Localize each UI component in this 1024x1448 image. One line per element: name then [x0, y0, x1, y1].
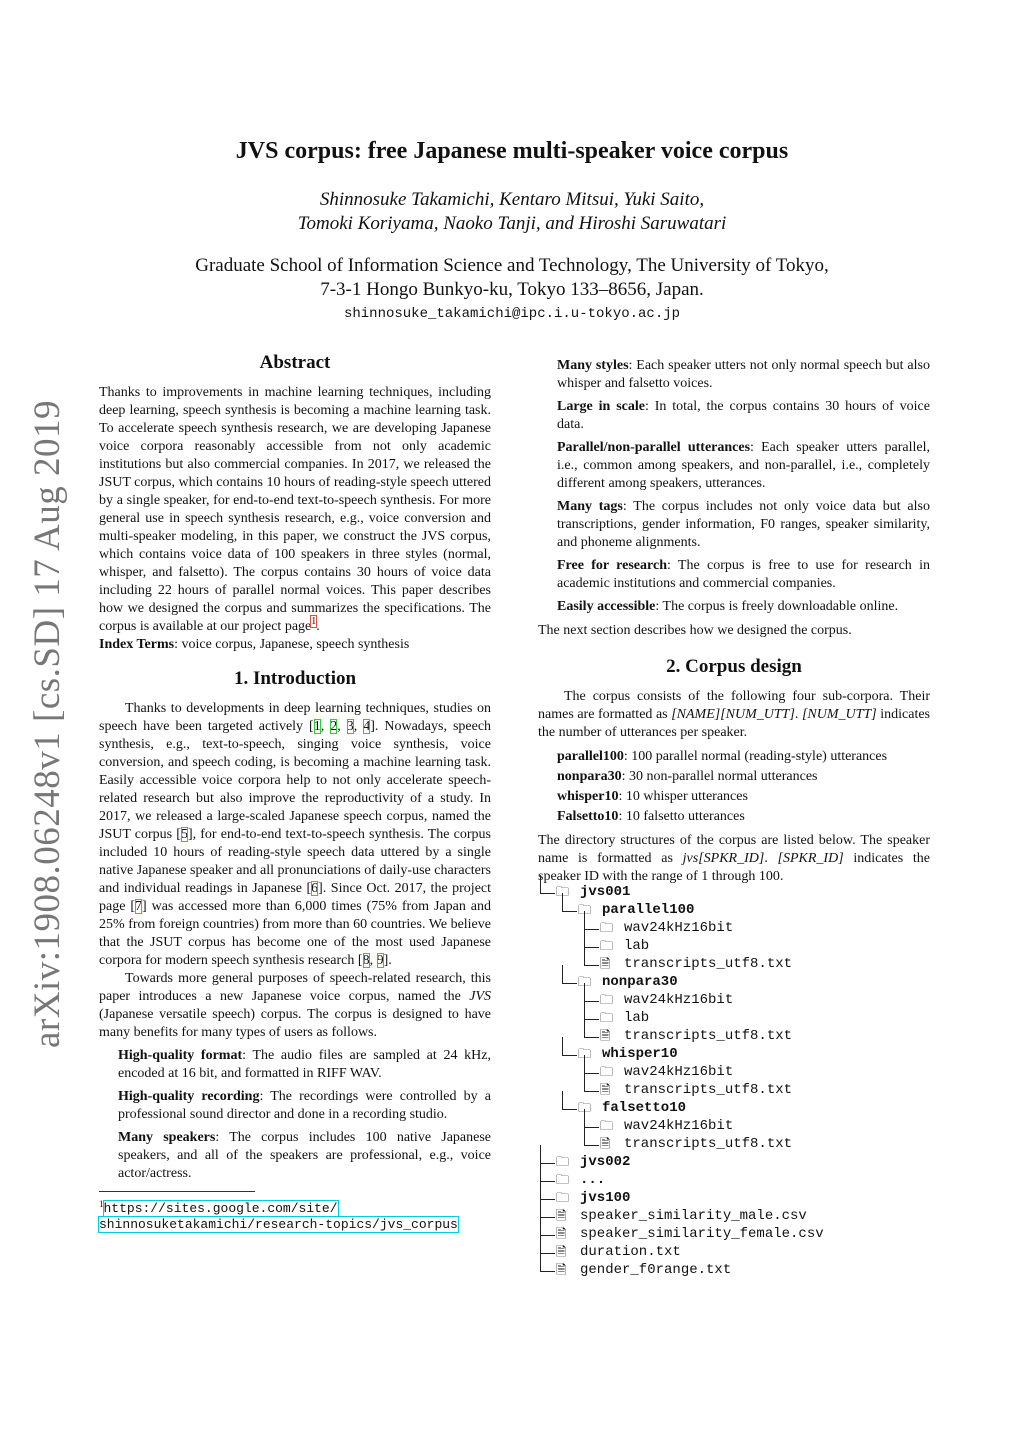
intro-heading: 1. Introduction [233, 668, 357, 689]
tree-branch-line [562, 893, 577, 912]
tree-branch-line [540, 1199, 555, 1218]
tree-item-label: jvs001 [580, 884, 631, 900]
author-email[interactable]: shinnosuke_takamichi@ipc.i.u-tokyo.ac.jp [343, 306, 681, 322]
tree-branch-line [562, 1091, 577, 1110]
tree-item-label: nonpara30 [602, 974, 678, 990]
benefit-item: Many tags: The corpus includes not only voice data but also transcriptions, gender information, F0 ranges, speaker similarity, and phoneme alignments. [557, 499, 930, 550]
tree-item-label: ... [580, 1172, 606, 1188]
tree-item-label: wav24kHz16bit [624, 920, 734, 936]
tree-branch-line [584, 983, 599, 1002]
tree-branch-line [584, 1127, 599, 1146]
file-icon: 🗎 [556, 1245, 567, 1260]
tree-item-label: lab [624, 1010, 650, 1026]
benefit-item: High-quality recording: The recordings were controlled by a professional sound director and done in a recording studio. [118, 1089, 491, 1122]
tree-branch-line [540, 1235, 555, 1254]
subcorpus-item: Falsetto10: 10 falsetto utterances [557, 809, 745, 824]
folder-icon: 🗀 [556, 885, 570, 900]
citation-link[interactable]: 6 [311, 881, 319, 896]
tree-item-label: lab [624, 938, 650, 954]
index-terms: Index Terms: voice corpus, Japanese, speech synthesis [99, 637, 410, 652]
tree-item-label: wav24kHz16bit [624, 992, 734, 1008]
tree-folder[interactable] [538, 1171, 938, 1189]
benefit-item: Large in scale: In total, the corpus contains 30 hours of voice data. [557, 399, 930, 432]
abstract-text: Thanks to improvements in machine learning techniques, including deep learning, speech synthesis is becoming a machine learning task. To accelerate speech synthesis research, we are developing Japanese voice corpora reasonably accessible from not only academic institutions but also commercial companies. In 2017, we released the JSUT corpus, which contains 10 hours of reading-style speech uttered by a single speaker, for end-to-end text-to-speech synthesis. For more general use in speech synthesis research, e.g., voice conversion and multi-speaker modeling, in this paper, we construct the JVS corpus, which contains voice data of 100 speakers in three styles (normal, whisper, and falsetto). The corpus contains 30 hours of voice data including 22 hours of parallel normal voices. This paper describes how we designed the corpus and summarizes the specifications. The corpus is available at our project page$^1$. [99, 385, 491, 634]
folder-icon: 🗀 [578, 975, 592, 990]
intro-paragraph-2: Towards more general purposes of speech-related research, this paper introduces a new Japanese voice corpus, named the JVS (Japanese versatile speech) corpus. The corpus is designed to have many benefits for many types of users as follows. [99, 971, 491, 1040]
corpus-design-heading: 2. Corpus design [666, 656, 802, 677]
right-column [538, 357, 930, 886]
subcorpus-item: nonpara30: 30 non-parallel normal utterances [557, 769, 818, 784]
file-icon: 🗎 [600, 957, 611, 972]
folder-icon: 🗀 [578, 1047, 592, 1062]
citation-link[interactable]: 2 [330, 719, 338, 734]
tree-branch-line [540, 1181, 555, 1200]
benefit-item: Many speakers: The corpus includes 100 native Japanese speakers, and all of the speakers are professional, e.g., voice actor/actress. [118, 1130, 491, 1181]
tree-item-label: transcripts_utf8.txt [624, 1082, 793, 1098]
tree-folder[interactable] [538, 1189, 938, 1207]
citation-link[interactable]: 8 [362, 953, 370, 968]
citation-link[interactable]: 3 [346, 719, 354, 734]
tree-branch-line [540, 1217, 555, 1236]
corpus-design-paragraph-1: The corpus consists of the following four sub-corpora. Their names are formatted as [NAME][NUM_UTT]. [NUM_UTT] indicates the number of utterances per speaker. [538, 689, 930, 740]
tree-item-label: transcripts_utf8.txt [624, 1028, 793, 1044]
tree-item-label: transcripts_utf8.txt [624, 956, 793, 972]
tree-item-label: speaker_similarity_male.csv [580, 1208, 807, 1224]
tree-branch-line [584, 1055, 599, 1074]
file-icon: 🗎 [556, 1227, 567, 1242]
arxiv-stamp: arXiv:1908.06248v1 [cs.SD] 17 Aug 2019 [27, 400, 68, 1048]
subcorpora-list [557, 748, 930, 826]
folder-icon: 🗀 [578, 1101, 592, 1116]
tree-item-label: gender_f0range.txt [580, 1262, 732, 1278]
affiliation-line-1: Graduate School of Information Science and Technology, The University of Tokyo, [195, 255, 829, 276]
project-url-link[interactable]: https://sites.google.com/site/ [103, 1201, 338, 1217]
file-icon: 🗎 [556, 1209, 567, 1224]
tree-branch-line [540, 1253, 555, 1272]
tree-item-label: jvs100 [580, 1190, 631, 1206]
folder-icon: 🗀 [556, 1173, 570, 1188]
tree-item-label: speaker_similarity_female.csv [580, 1226, 824, 1242]
tree-branch-line [562, 1037, 577, 1056]
tree-file[interactable] [538, 1261, 938, 1279]
folder-icon: 🗀 [600, 1119, 614, 1134]
folder-icon: 🗀 [600, 1065, 614, 1080]
benefit-item: High-quality format: The audio files are sampled at 24 kHz, encoded at 16 bit, and formatted in RIFF WAV. [118, 1048, 491, 1081]
benefit-item: Parallel/non-parallel utterances: Each speaker utters parallel, i.e., common among speakers, and non-parallel, i.e., completely different among speakers, utterances. [557, 440, 930, 491]
folder-icon: 🗀 [600, 939, 614, 954]
tree-item-label: transcripts_utf8.txt [624, 1136, 793, 1152]
corpus-design-paragraph-2: The directory structures of the corpus are listed below. The speaker name is formatted as jvs[SPKR_ID]. [SPKR_ID] indicates the speaker ID with the range of 1 through 100. [538, 833, 930, 884]
tree-branch-line [584, 1001, 599, 1020]
benefit-item: Easily accessible: The corpus is freely downloadable online. [557, 599, 899, 614]
benefit-list-left [99, 1047, 491, 1183]
tree-branch-line [540, 1145, 555, 1164]
abstract-heading: Abstract [259, 352, 331, 373]
authors-line-1: Shinnosuke Takamichi, Kentaro Mitsui, Yuki Saito, [319, 189, 705, 210]
tree-file[interactable] [538, 1135, 938, 1153]
subcorpus-item: whisper10: 10 whisper utterances [557, 789, 748, 804]
benefit-item: Many styles: Each speaker utters not only normal speech but also whisper and falsetto voices. [557, 358, 930, 391]
tree-item-label: wav24kHz16bit [624, 1064, 734, 1080]
folder-icon: 🗀 [600, 993, 614, 1008]
benefit-item: Free for research: The corpus is free to use for research in academic institutions and commercial companies. [557, 558, 930, 591]
tree-branch-line [562, 965, 577, 984]
tree-branch-line [584, 911, 599, 930]
directory-tree [538, 883, 938, 1279]
tree-folder[interactable] [538, 1153, 938, 1171]
authors [0, 188, 1024, 236]
next-section-sentence: The next section describes how we designed the corpus. [538, 623, 852, 638]
tree-item-label: parallel100 [602, 902, 695, 918]
benefit-list-right [538, 357, 930, 616]
tree-branch-line [584, 1109, 599, 1128]
citation-link[interactable]: 9 [376, 953, 384, 968]
file-icon: 🗎 [600, 1029, 611, 1044]
tree-file[interactable] [538, 955, 938, 973]
tree-branch-line [584, 947, 599, 966]
file-icon: 🗎 [600, 1137, 611, 1152]
folder-icon: 🗀 [556, 1155, 570, 1170]
tree-folder[interactable] [538, 883, 938, 901]
subcorpus-item: parallel100: 100 parallel normal (reading-style) utterances [557, 749, 888, 764]
footnote: $^1$https://sites.google.com/site/ shinnosuketakamichi/research-topics/jvs_corpus [99, 1199, 458, 1233]
tree-file[interactable] [538, 1207, 938, 1225]
folder-icon: 🗀 [600, 921, 614, 936]
left-column [99, 350, 491, 1233]
tree-branch-line [584, 929, 599, 948]
tree-branch-line [540, 1163, 555, 1182]
tree-file[interactable] [538, 1081, 938, 1099]
citation-link[interactable]: 4 [363, 719, 371, 734]
tree-file[interactable] [538, 1243, 938, 1261]
paper-title: JVS corpus: free Japanese multi-speaker voice corpus [235, 138, 789, 164]
footnote-link[interactable]: 1 [311, 616, 317, 628]
tree-item-label: falsetto10 [602, 1100, 687, 1116]
tree-item-label: whisper10 [602, 1046, 678, 1062]
citation-link[interactable]: 5 [180, 827, 188, 842]
tree-branch-line [540, 875, 555, 894]
footnote-divider [99, 1191, 255, 1192]
tree-item-label: jvs002 [580, 1154, 631, 1170]
project-url-link[interactable]: shinnosuketakamichi/research-topics/jvs_corpus [99, 1217, 458, 1233]
affiliation-line-2: 7-3-1 Hongo Bunkyo-ku, Tokyo 133–8656, Japan. [320, 279, 704, 300]
file-icon: 🗎 [600, 1083, 611, 1098]
folder-icon: 🗀 [600, 1011, 614, 1026]
folder-icon: 🗀 [578, 903, 592, 918]
affiliation [0, 254, 1024, 302]
tree-item-label: wav24kHz16bit [624, 1118, 734, 1134]
tree-item-label: duration.txt [580, 1244, 681, 1260]
tree-file[interactable] [538, 1225, 938, 1243]
tree-branch-line [584, 1019, 599, 1038]
citation-link[interactable]: 1 [313, 719, 321, 734]
citation-link[interactable]: 7 [135, 899, 143, 914]
tree-branch-line [584, 1073, 599, 1092]
intro-paragraph-1: Thanks to developments in deep learning techniques, studies on speech have been targeted actively [1, 2, 3, 4]. Nowadays, speech synthesis, e.g., text-to-speech, singing voice synthesis, voice conversion, and speech coding, is becoming a machine learning task. Easily accessible voice corpora help to not only accelerate speech-related research but also improve the reproductivity of a study. In 2017, we released a large-scaled Japanese speech corpus, named the JSUT corpus [5], for end-to-end text-to-speech synthesis. The corpus included 10 hours of reading-style speech data uttered by a single native Japanese speaker and all pronunciations of daily-use characters and individual readings in Japanese [6]. Since Oct. 2017, the project page [7] was accessed more than 6,000 times (75% from Japan and 25% from foreign countries) from more than 60 countries. We believe that the JSUT corpus has become one of the most used Japanese corpora for modern speech synthesis research [8, 9]. [99, 701, 492, 968]
authors-line-2: Tomoki Koriyama, Naoko Tanji, and Hiroshi Saruwatari [297, 213, 727, 234]
folder-icon: 🗀 [556, 1191, 570, 1206]
file-icon: 🗎 [556, 1263, 567, 1278]
tree-file[interactable] [538, 1027, 938, 1045]
